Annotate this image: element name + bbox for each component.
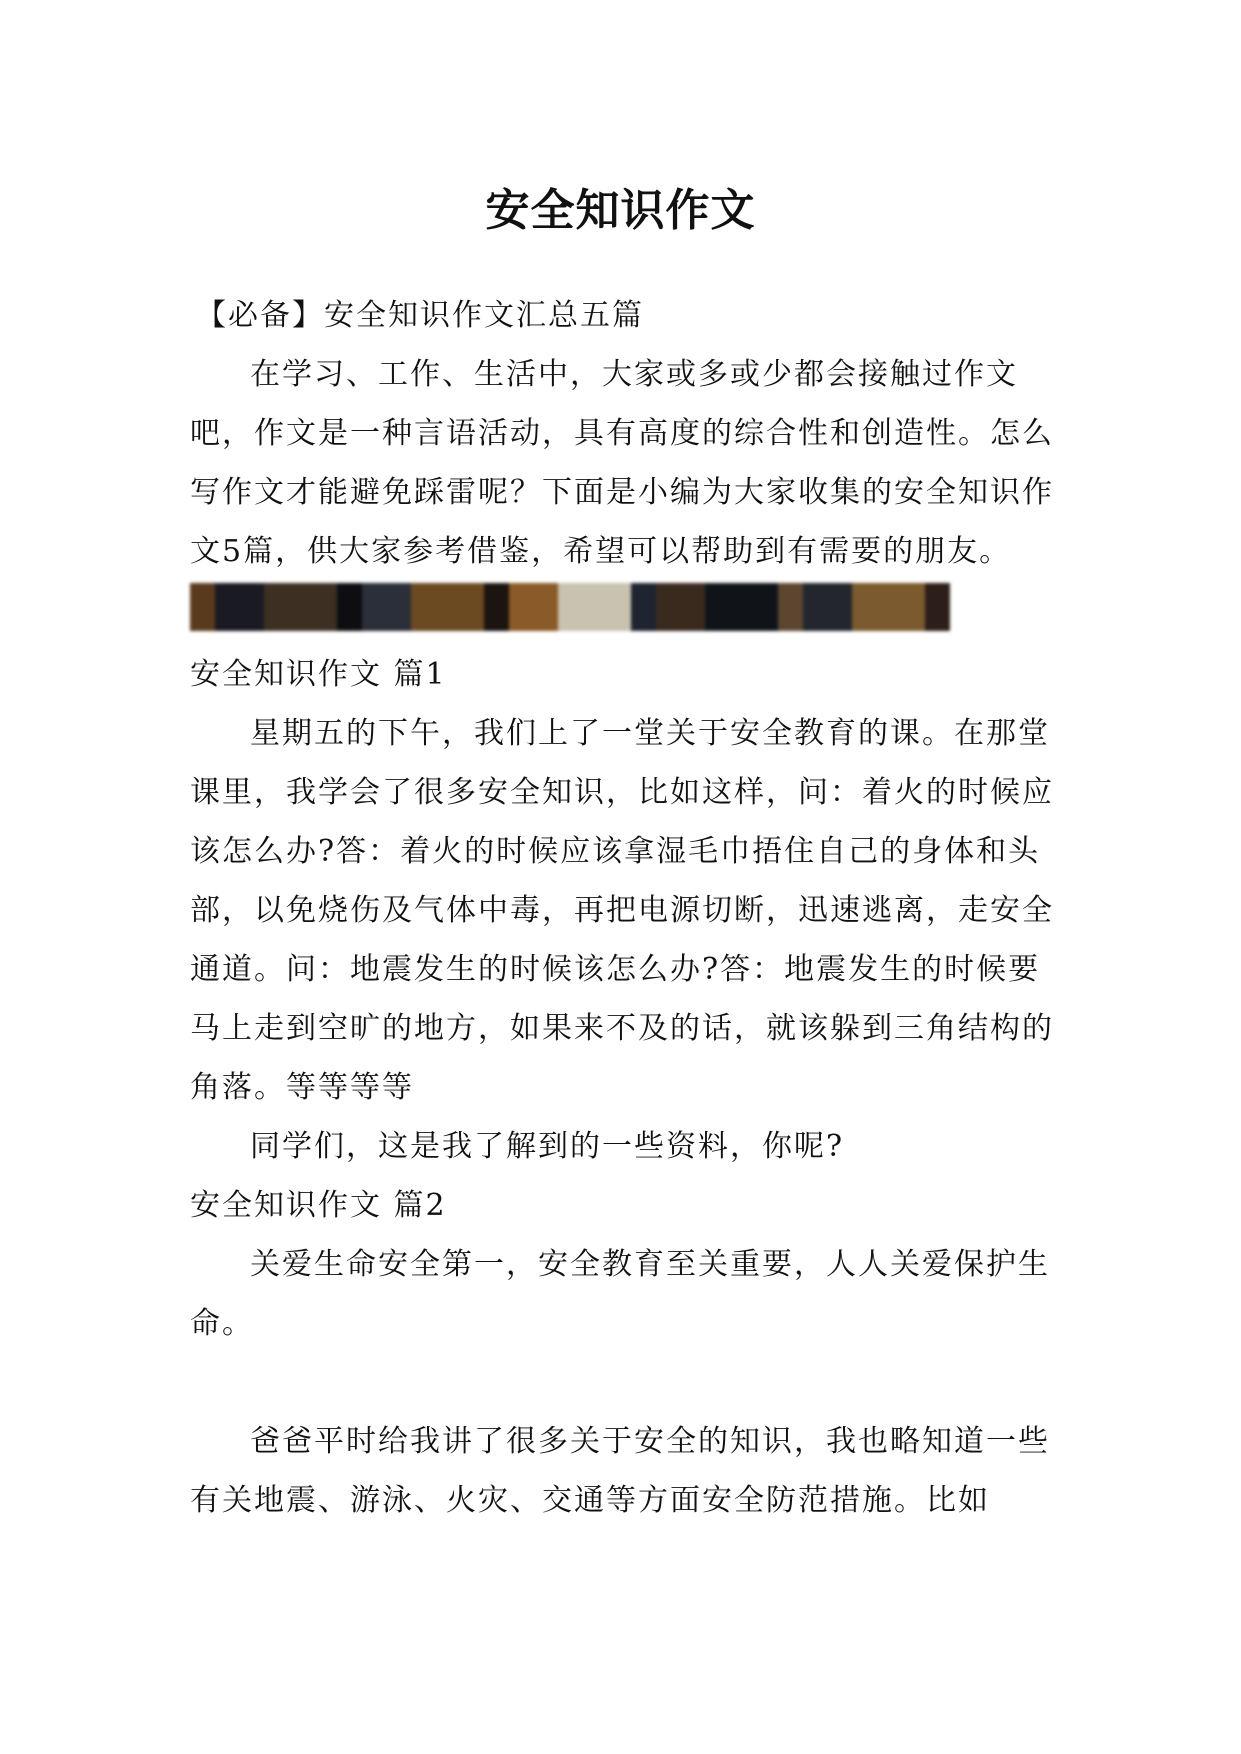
document-title: 安全知识作文 [485,185,756,237]
banner-segment [705,583,779,631]
section-paragraph: 关爱生命安全第一，安全教育至关重要，人人关爱保护生命。 [190,1247,1050,1341]
banner-segment [509,583,558,631]
banner-segment [631,583,656,631]
intro-paragraph: 在学习、工作、生活中，大家或多或少都会接触过作文吧，作文是一种言语活动，具有高度的综合性和创造性。怎么写作文才能避免踩雷呢？下面是小编为大家收集的安全知识作文5篇，供大家参考借鉴，希望可以帮助到有需要的朋友。 [190,357,1054,569]
banner-segment [852,583,926,631]
banner-segment [803,583,852,631]
banner-segment [215,583,264,631]
banner-segment [925,583,950,631]
section-paragraph: 同学们，这是我了解到的一些资料，你呢? [250,1129,845,1164]
document-body [190,286,1056,1530]
blank-line [190,1353,1056,1412]
banner-segment [558,583,632,631]
section-paragraph: 爸爸平时给我讲了很多关于安全的知识，我也略知道一些有关地震、游泳、火灾、交通等方面安全防范措施。比如 [190,1424,1050,1518]
section-paragraph: 星期五的下午，我们上了一堂关于安全教育的课。在那堂课里，我学会了很多安全知识，比如这样，问：着火的时候应该怎么办?答：着火的时候应该拿湿毛巾捂住自己的身体和头部，以免烧伤及气体中毒，再把电源切断，迅速逃离，走安全通道。问：地震发生的时候该怎么办?答：地震发生的时候要马上走到空旷的地方，如果来不及的话，就该躲到三角结构的角落。等等等等 [190,716,1054,1105]
banner-segment [656,583,705,631]
section-heading: 安全知识作文 篇2 [190,1188,447,1223]
banner-image [190,583,950,631]
banner-segment [484,583,509,631]
banner-segment [337,583,362,631]
section-heading: 安全知识作文 篇1 [190,657,447,692]
banner-segment [778,583,803,631]
banner-segment [362,583,411,631]
document-subheading: 【必备】安全知识作文汇总五篇 [196,298,644,333]
banner-segment [190,583,215,631]
banner-segment [264,583,338,631]
banner-segment [411,583,485,631]
